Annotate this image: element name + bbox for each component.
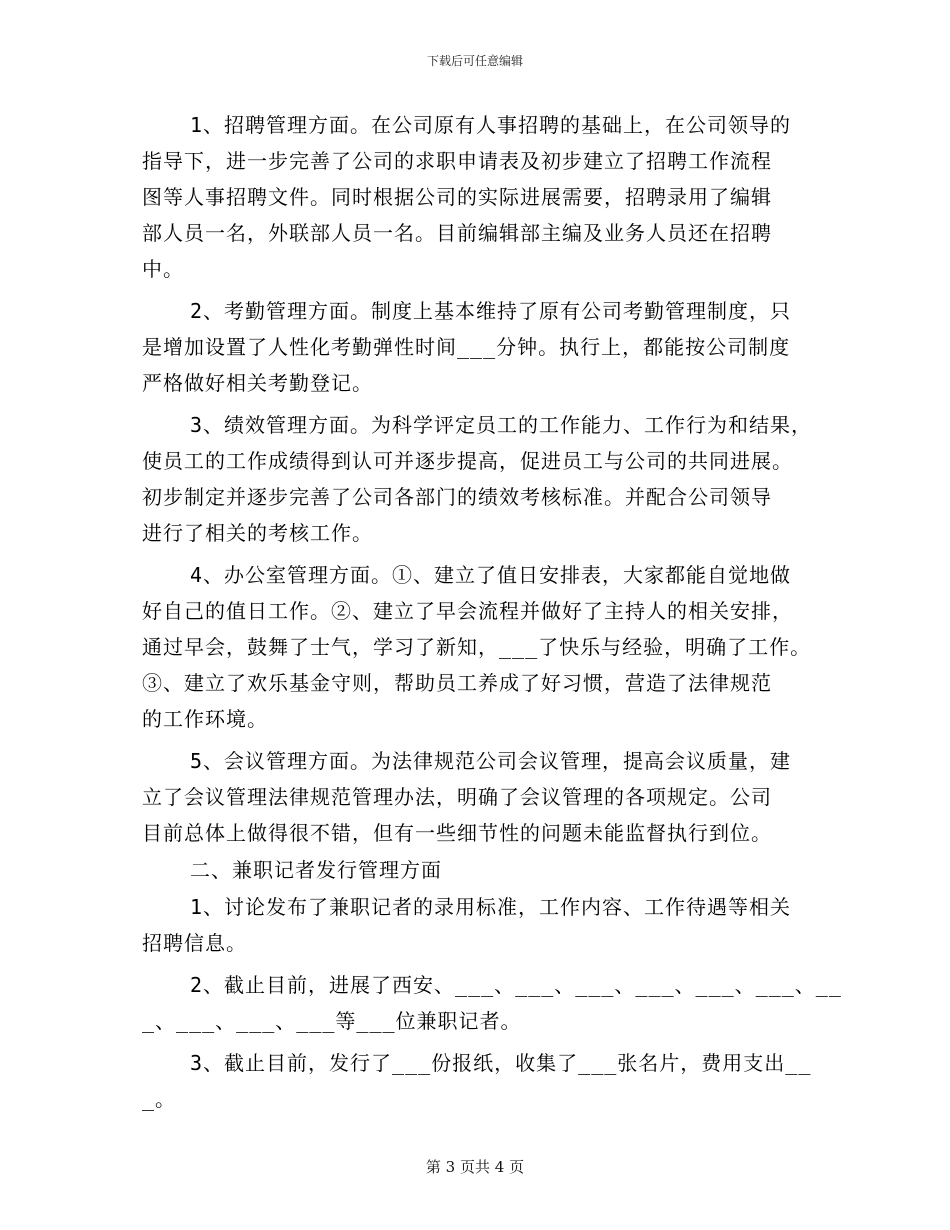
text-line: 目前总体上做得很不错，但有一些细节性的问题未能监督执行到位。 <box>142 821 772 845</box>
text-line: 图等人事招聘文件。同时根据公司的实际进展需要，招聘录用了编辑 <box>142 185 772 209</box>
text-line: 5、会议管理方面。为法律规范公司会议管理，提高会议质量，建 <box>190 749 792 773</box>
text-line: 初步制定并逐步完善了公司各部门的绩效考核标准。并配合公司领导 <box>142 485 772 509</box>
text-line: 2、考勤管理方面。制度上基本维持了原有公司考勤管理制度，只 <box>190 299 792 323</box>
text-line: _、___、___、___等___位兼职记者。 <box>142 1009 522 1033</box>
text-line: 1、讨论发布了兼职记者的录用标准，工作内容、工作待遇等相关 <box>190 895 792 919</box>
text-line: 严格做好相关考勤登记。 <box>142 371 373 395</box>
text-line: _。 <box>142 1087 177 1111</box>
text-line: 使员工的工作成绩得到认可并逐步提高，促进员工与公司的共同进展。 <box>142 449 793 473</box>
text-line: 通过早会，鼓舞了士气，学习了新知，___了快乐与经验，明确了工作。 <box>142 635 812 659</box>
text-line: 指导下，进一步完善了公司的求职申请表及初步建立了招聘工作流程 <box>142 149 772 173</box>
text-line: 立了会议管理法律规范管理办法，明确了会议管理的各项规定。公司 <box>142 785 772 809</box>
text-line: 中。 <box>142 257 184 281</box>
text-line: 4、办公室管理方面。①、建立了值日安排表，大家都能自觉地做 <box>190 563 792 587</box>
section-heading: 二、兼职记者发行管理方面 <box>190 858 442 882</box>
text-line: 3、绩效管理方面。为科学评定员工的工作能力、工作行为和结果， <box>190 413 813 437</box>
text-line: 进行了相关的考核工作。 <box>142 521 373 545</box>
text-line: 3、截止目前，发行了___份报纸，收集了___张名片，费用支出__ <box>190 1051 812 1075</box>
text-line: 2、截止目前，进展了西安、___、___、___、___、___、___、__ <box>190 973 842 997</box>
text-line: 1、招聘管理方面。在公司原有人事招聘的基础上，在公司领导的 <box>190 113 792 137</box>
page-header: 下载后可任意编辑 <box>426 54 523 68</box>
text-line: 部人员一名，外联部人员一名。目前编辑部主编及业务人员还在招聘 <box>142 221 772 245</box>
text-line: ③、建立了欢乐基金守则，帮助员工养成了好习惯，营造了法律规范 <box>142 671 772 695</box>
page-footer: 第 3 页共 4 页 <box>425 1158 525 1176</box>
text-line: 好自己的值日工作。②、建立了早会流程并做好了主持人的相关安排， <box>142 599 793 623</box>
text-line: 是增加设置了人性化考勤弹性时间___分钟。执行上，都能按公司制度 <box>142 335 791 359</box>
text-line: 招聘信息。 <box>142 931 247 955</box>
text-line: 的工作环境。 <box>142 707 268 731</box>
